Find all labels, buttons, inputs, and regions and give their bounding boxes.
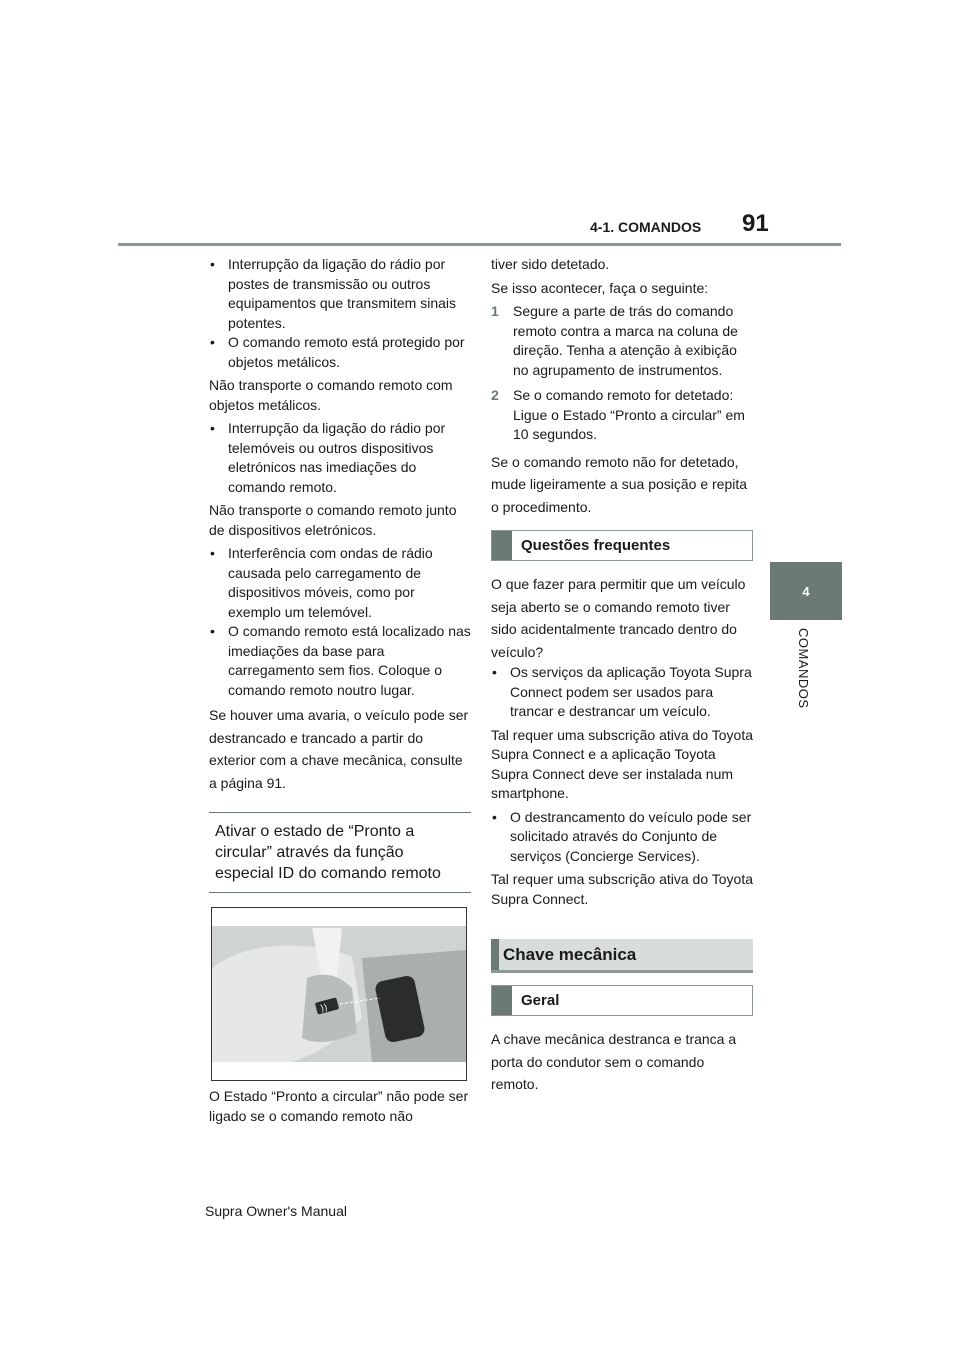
heading-label: Questões frequentes: [521, 536, 671, 554]
step-item: [491, 302, 753, 380]
paragraph: Se o comando remoto não for detetado, mude ligeiramente a sua posição e repita o procedimento.: [491, 453, 748, 515]
general-heading: [491, 985, 753, 1016]
bullet-list-app: [491, 663, 753, 722]
section-title: 4-1. COMANDOS: [590, 219, 702, 235]
heading-label: Geral: [521, 991, 560, 1009]
list-item: • O comando remoto está localizado nas imediações da base para carregamento sem fios. Coloque o comando remoto noutro lugar.: [209, 622, 471, 700]
heading-marker: [492, 986, 512, 1015]
paragraph: Não transporte o comando remoto com objetos metálicos.: [209, 377, 453, 413]
svg-text:)): )): [319, 1003, 329, 1015]
paragraph: Não transporte o comando remoto junto de dispositivos eletrónicos.: [209, 502, 457, 538]
list-item: • Os serviços da aplicação Toyota Supra Connect podem ser usados para trancar e destrancar um veículo.: [491, 663, 753, 722]
right-column: [491, 255, 753, 1096]
footer-text: Supra Owner's Manual: [205, 1203, 347, 1219]
step-number: 1: [491, 303, 499, 319]
step-list: [491, 302, 753, 445]
paragraph: Tal requer uma subscrição ativa do Toyota Supra Connect e a aplicação Toyota Supra Connect deve ser instalada num smartphone.: [491, 726, 753, 801]
list-item: • Interrupção da ligação do rádio por postes de transmissão ou outros equipamentos que transmitem sinais potentes.: [209, 255, 471, 333]
bullet-list-charging: [209, 544, 471, 700]
steering-column-figure: [211, 907, 467, 1081]
paragraph: O Estado “Pronto a circular” não pode ser ligado se o comando remoto não: [209, 1088, 469, 1124]
bullet-list-concierge: [491, 808, 753, 867]
header-rule: [118, 243, 841, 246]
list-item: • Interferência com ondas de rádio causada pelo carregamento de dispositivos móveis, como por exemplo um telemóvel.: [209, 544, 471, 622]
page-number: 91: [742, 210, 769, 237]
heading-label: Chave mecânica: [503, 944, 637, 964]
heading-marker: [491, 939, 499, 970]
paragraph: Tal requer uma subscrição ativa do Toyota Supra Connect.: [491, 871, 753, 907]
list-item: • O comando remoto está protegido por objetos metálicos.: [209, 333, 471, 372]
list-item: • Interrupção da ligação do rádio por telemóveis ou outros dispositivos eletrónicos nas imediações do comando remoto.: [209, 419, 471, 497]
paragraph: tiver sido detetado.: [491, 256, 610, 272]
paragraph: Se houver uma avaria, o veículo pode ser destrancado e trancado a partir do exterior com a chave mecânica, consulte a página 91.: [209, 707, 469, 791]
step-number: 2: [491, 387, 499, 403]
step-text: Segure a parte de trás do comando remoto contra a marca na coluna de direção. Tenha a atenção à exibição no agrupamento de instrumentos.: [513, 303, 738, 378]
step-text: Se o comando remoto for detetado: Ligue o Estado “Pronto a circular” em 10 segundos.: [513, 387, 745, 442]
bullet-list-phones: [209, 419, 471, 497]
step-item: [491, 386, 753, 445]
left-column: [209, 255, 471, 1130]
list-item: • O destrancamento do veículo pode ser solicitado através do Conjunto de serviços (Concierge Services).: [491, 808, 753, 867]
mechanical-key-heading: [491, 939, 753, 973]
paragraph: A chave mecânica destranca e tranca a porta do condutor sem o comando remoto.: [491, 1031, 737, 1092]
faq-heading: [491, 530, 753, 561]
bullet-list-signal: [209, 255, 471, 372]
paragraph: O que fazer para permitir que um veículo seja aberto se o comando remoto tiver sido acidentalmente trancado dentro do veículo?: [491, 576, 746, 660]
chapter-tab: 4: [770, 562, 842, 620]
steering-column-illustration: [212, 908, 466, 1080]
chapter-label: COMANDOS: [796, 628, 811, 709]
subsection-heading: Ativar o estado de “Pronto a circular” através da função especial ID do comando remoto: [209, 812, 471, 893]
paragraph: Se isso acontecer, faça o seguinte:: [491, 279, 709, 296]
heading-marker: [492, 531, 512, 560]
